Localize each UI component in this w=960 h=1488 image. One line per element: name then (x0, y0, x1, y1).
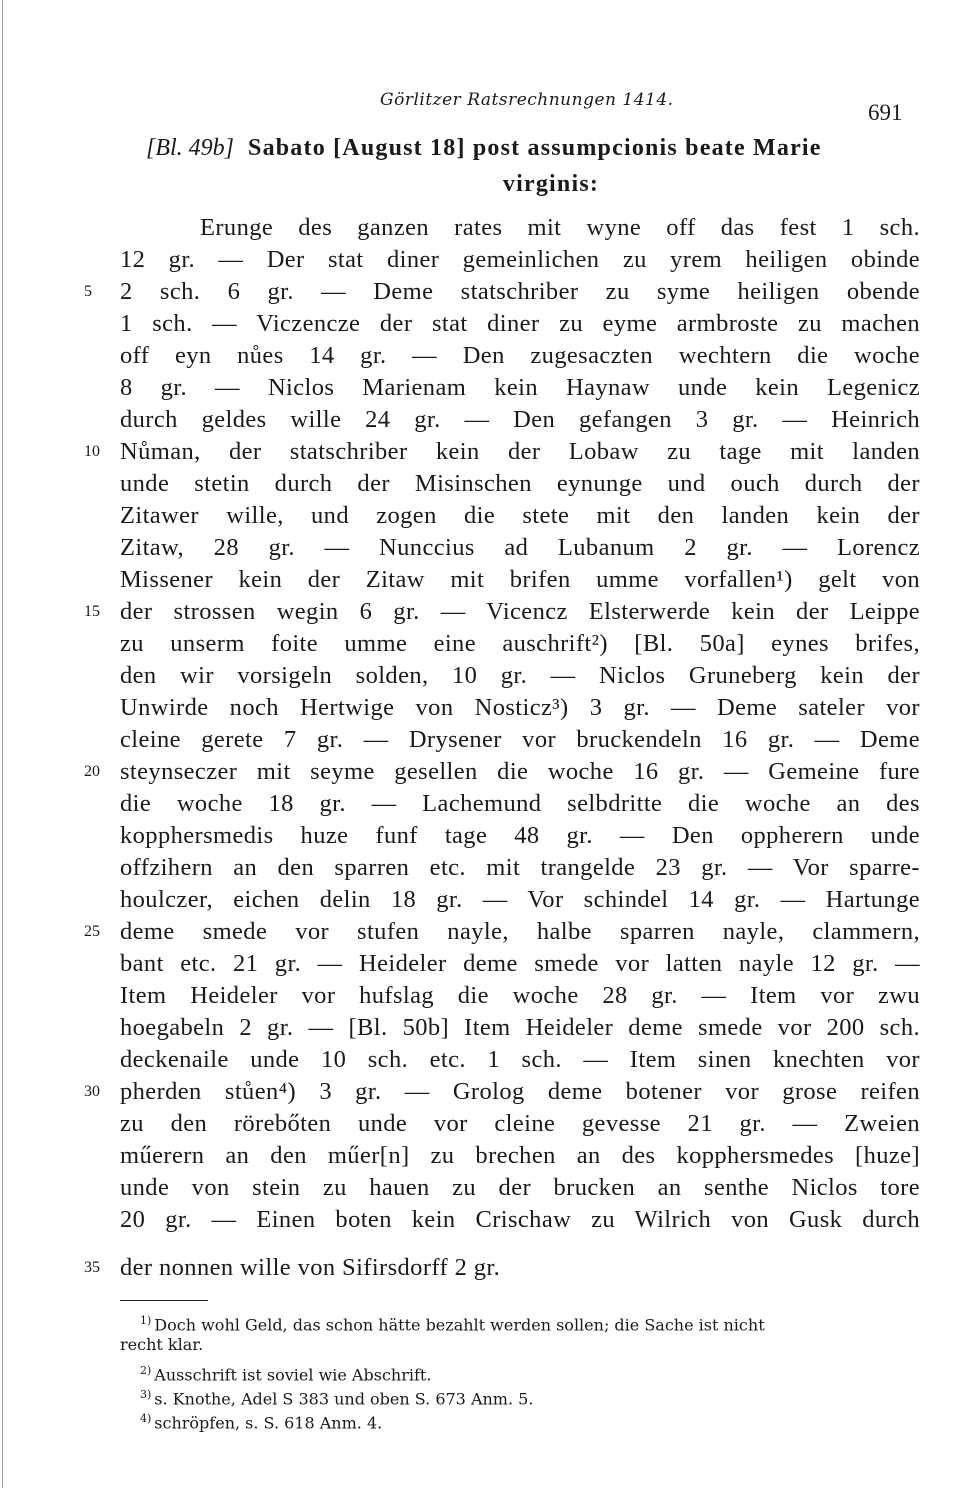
heading-line-2: virginis: (502, 171, 600, 197)
page-edge-rule (2, 0, 3, 1488)
line-number: 25 (84, 923, 100, 940)
body-line: Erunge des ganzen rates mit wyne off das fest 1 sch. (200, 214, 920, 241)
section-heading (146, 130, 926, 202)
body-line: bant etc. 21 gr. — Heideler deme smede vor latten nayle 12 gr. — (120, 950, 920, 977)
body-line: Nůman, der statschriber kein der Lobaw zu tage mit landen (120, 438, 920, 465)
body-line: 12 gr. — Der stat diner gemeinlichen zu yrem heiligen obinde (120, 246, 920, 273)
footnote-text: recht klar. (120, 1335, 204, 1354)
line-number: 15 (84, 603, 100, 620)
body-line: deckenaile unde 10 sch. etc. 1 sch. — Item sinen knechten vor (120, 1046, 920, 1073)
line-number: 30 (84, 1083, 100, 1100)
running-header: Görlitzer Ratsrechnungen 1414. (380, 90, 674, 110)
line-number: 10 (84, 443, 100, 460)
footnote-text: s. Knothe, Adel S 383 und oben S. 673 Anm. 5. (154, 1389, 534, 1409)
body-line: zu den rörebőten unde vor cleine gevesse 21 gr. — Zweien (120, 1110, 920, 1137)
footnote-mark: 1) (140, 1314, 152, 1327)
body-line: kopphersmedis huze funf tage 48 gr. — Den oppherern unde (120, 822, 920, 849)
body-line: 20 gr. — Einen boten kein Crischaw zu Wilrich von Gusk durch (120, 1206, 920, 1233)
body-line: 1 sch. — Viczencze der stat diner zu eyme armbroste zu machen (120, 310, 920, 337)
body-line: Item Heideler vor hufslag die woche 28 gr. — Item vor zwu (120, 982, 920, 1009)
body-line: pherden stůen⁴) 3 gr. — Grolog deme botener vor grose reifen (120, 1078, 920, 1105)
body-line: offzihern an den sparren etc. mit trangelde 23 gr. — Vor sparre- (120, 854, 920, 881)
body-line: műerern an den műer[n] zu brechen an des kopphersmedes [huze] (120, 1142, 920, 1169)
page-number: 691 (868, 100, 903, 125)
heading-line-1: Sabato [August 18] post assumpcionis beate Marie (248, 135, 822, 161)
body-line: 2 sch. 6 gr. — Deme statschriber zu syme heiligen obende (120, 278, 920, 305)
body-line: der nonnen wille von Sifirsdorff 2 gr. (120, 1254, 501, 1281)
body-line: houlczer, eichen delin 18 gr. — Vor schindel 14 gr. — Hartunge (120, 886, 920, 913)
footnote (140, 1408, 382, 1434)
footnote (140, 1310, 765, 1336)
body-line: 8 gr. — Niclos Marienam kein Haynaw unde kein Legenicz (120, 374, 920, 401)
footnote (140, 1384, 533, 1410)
footnote-text: schröpfen, s. S. 618 Anm. 4. (154, 1413, 383, 1433)
line-number: 35 (84, 1259, 100, 1276)
footnote-text: Doch wohl Geld, das schon hätte bezahlt werden sollen; die Sache ist nicht (154, 1315, 765, 1335)
body-line: off eyn nůes 14 gr. — Den zugesaczten wechtern die woche (120, 342, 920, 369)
line-number: 5 (84, 283, 92, 300)
footnote-mark: 4) (140, 1412, 152, 1425)
folio-reference: [Bl. 49b] (146, 135, 235, 161)
footnote (140, 1360, 431, 1386)
body-line: cleine gerete 7 gr. — Drysener vor bruckendeln 16 gr. — Deme (120, 726, 920, 753)
footnote-mark: 2) (140, 1364, 152, 1377)
body-line: der strossen wegin 6 gr. — Vicencz Elsterwerde kein der Leippe (120, 598, 920, 625)
body-line: steynseczer mit seyme gesellen die woche 16 gr. — Gemeine fure (120, 758, 920, 785)
body-line: die woche 18 gr. — Lachemund selbdritte die woche an des (120, 790, 920, 817)
body-line: unde von stein zu hauen zu der brucken an senthe Niclos tore (120, 1174, 920, 1201)
body-line: durch geldes wille 24 gr. — Den gefangen 3 gr. — Heinrich (120, 406, 920, 433)
body-line: den wir vorsigeln solden, 10 gr. — Niclos Gruneberg kein der (120, 662, 920, 689)
body-line: deme smede vor stufen nayle, halbe sparren nayle, clammern, (120, 918, 920, 945)
footnote-text: Ausschrift ist soviel wie Abschrift. (154, 1365, 432, 1385)
body-line: Unwirde noch Hertwige von Nosticz³) 3 gr. — Deme sateler vor (120, 694, 920, 721)
footnote-separator (120, 1300, 208, 1301)
body-line: Zitaw, 28 gr. — Nunccius ad Lubanum 2 gr. — Lorencz (120, 534, 920, 561)
body-line: Zitawer wille, und zogen die stete mit den landen kein der (120, 502, 920, 529)
line-number: 20 (84, 763, 100, 780)
footnote (120, 1334, 203, 1356)
body-line: Missener kein der Zitaw mit brifen umme vorfallen¹) gelt von (120, 566, 920, 593)
body-line: zu unserm foite umme eine auschrift²) [Bl. 50a] eynes brifes, (120, 630, 920, 657)
body-line: hoegabeln 2 gr. — [Bl. 50b] Item Heideler deme smede vor 200 sch. (120, 1014, 920, 1041)
body-line: unde stetin durch der Misinschen eynunge und ouch durch der (120, 470, 920, 497)
footnote-mark: 3) (140, 1388, 152, 1401)
